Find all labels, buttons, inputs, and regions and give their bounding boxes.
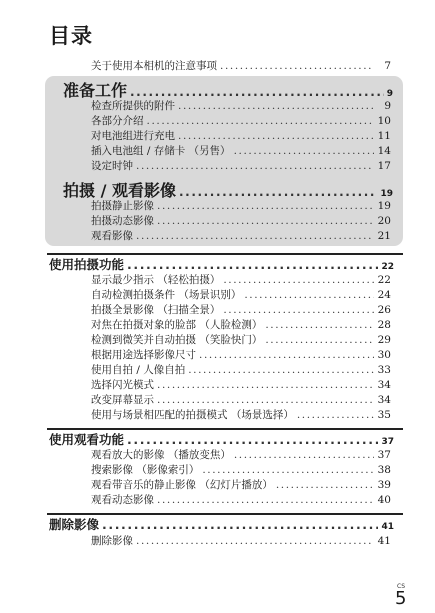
toc-entry[interactable] bbox=[91, 214, 391, 228]
dot-leader bbox=[136, 229, 374, 243]
toc-entry-page: 20 bbox=[377, 215, 391, 227]
toc-entry-page: 21 bbox=[377, 230, 391, 242]
toc-entry-label: 各部分介绍 bbox=[91, 115, 144, 127]
toc-entry[interactable] bbox=[91, 144, 391, 158]
toc-chapter-label: 删除影像 bbox=[49, 517, 100, 532]
toc-entry[interactable] bbox=[91, 393, 391, 407]
chapter-rule bbox=[47, 513, 403, 515]
toc-entry-page: 33 bbox=[377, 364, 391, 376]
toc-chapter-page: 37 bbox=[381, 437, 394, 447]
toc-entry[interactable] bbox=[91, 318, 391, 332]
dot-leader bbox=[244, 288, 374, 302]
toc-entry-label: 观看影像 bbox=[91, 230, 133, 242]
toc-entry-label: 设定时钟 bbox=[91, 160, 133, 172]
dot-leader bbox=[157, 378, 374, 392]
toc-entry-page: 38 bbox=[377, 464, 391, 476]
dot-leader bbox=[157, 393, 374, 407]
dot-leader bbox=[234, 448, 374, 462]
dot-leader bbox=[127, 431, 378, 448]
toc-entry-label: 观看放大的影像 （播放变焦） bbox=[91, 449, 231, 461]
toc-entry-page: 10 bbox=[377, 115, 391, 127]
toc-entry-label: 拍摄全景影像 （扫描全景） bbox=[91, 304, 221, 316]
toc-entry-page: 34 bbox=[377, 394, 391, 406]
dot-leader bbox=[265, 333, 374, 347]
toc-entry-label: 搜索影像 （影像索引） bbox=[91, 464, 200, 476]
dot-leader bbox=[157, 214, 374, 228]
toc-entry-label: 关于使用本相机的注意事项 bbox=[91, 60, 217, 72]
toc-section-page: 9 bbox=[386, 89, 393, 99]
dot-leader bbox=[202, 463, 374, 477]
toc-entry-page: 37 bbox=[377, 449, 391, 461]
chapter-rule bbox=[47, 253, 403, 255]
dot-leader bbox=[147, 114, 375, 128]
toc-entry-page: 30 bbox=[377, 349, 391, 361]
toc-entry-page: 17 bbox=[377, 160, 391, 172]
dot-leader bbox=[157, 493, 374, 507]
toc-entry[interactable] bbox=[91, 448, 391, 462]
toc-entry-page: 22 bbox=[377, 274, 391, 286]
toc-entry-label: 使用与场景相匹配的拍摄模式 （场景选择） bbox=[91, 409, 294, 421]
toc-entry-label: 显示最少指示 （轻松拍摄） bbox=[91, 274, 221, 286]
toc-entry[interactable] bbox=[91, 99, 391, 113]
toc-entry-label: 对电池组进行充电 bbox=[91, 130, 175, 142]
toc-chapter-viewing-functions[interactable] bbox=[49, 431, 394, 448]
toc-entry-label: 观看带音乐的静止影像 （幻灯片播放） bbox=[91, 479, 273, 491]
toc-entry-label: 对焦在拍摄对象的脸部 （人脸检测） bbox=[91, 319, 263, 331]
toc-entry-page: 35 bbox=[377, 409, 391, 421]
toc-entry-page: 29 bbox=[377, 334, 391, 346]
dot-leader bbox=[102, 516, 378, 533]
toc-entry-page: 40 bbox=[377, 494, 391, 506]
dot-leader bbox=[178, 129, 374, 143]
toc-chapter-label: 使用观看功能 bbox=[49, 432, 125, 447]
dot-leader bbox=[199, 348, 374, 362]
toc-entry-label: 使用自拍 / 人像自拍 bbox=[91, 364, 186, 376]
toc-entry[interactable] bbox=[91, 348, 391, 362]
toc-entry-precautions[interactable] bbox=[91, 59, 391, 73]
toc-entry[interactable] bbox=[91, 493, 391, 507]
toc-entry-page: 14 bbox=[377, 145, 391, 157]
chapter-rule bbox=[47, 428, 403, 430]
toc-entry[interactable] bbox=[91, 408, 391, 422]
toc-entry-page: 26 bbox=[377, 304, 391, 316]
toc-entry[interactable] bbox=[91, 114, 391, 128]
dot-leader bbox=[136, 534, 374, 548]
toc-chapter-page: 22 bbox=[381, 262, 394, 272]
toc-entry-page: 7 bbox=[384, 60, 391, 72]
toc-entry[interactable] bbox=[91, 463, 391, 477]
toc-entry-page: 34 bbox=[377, 379, 391, 391]
toc-entry-page: 39 bbox=[377, 479, 391, 491]
toc-entry-label: 拍摄动态影像 bbox=[91, 215, 154, 227]
toc-entry-label: 根据用途选择影像尺寸 bbox=[91, 349, 196, 361]
dot-leader bbox=[265, 318, 374, 332]
toc-entry-label: 插入电池组 / 存储卡 （另售） bbox=[91, 145, 231, 157]
toc-entry-page: 41 bbox=[377, 535, 391, 547]
toc-entry[interactable] bbox=[91, 288, 391, 302]
page-title: 目录 bbox=[49, 24, 93, 48]
dot-leader bbox=[136, 159, 374, 173]
dot-leader bbox=[297, 408, 374, 422]
dot-leader bbox=[223, 273, 374, 287]
toc-section-page: 19 bbox=[380, 189, 393, 199]
toc-entry-label: 检查所提供的附件 bbox=[91, 100, 175, 112]
dot-leader bbox=[188, 363, 374, 377]
page-number: 5 bbox=[395, 588, 407, 609]
toc-entry[interactable] bbox=[91, 478, 391, 492]
toc-entry[interactable] bbox=[91, 303, 391, 317]
dot-leader bbox=[178, 99, 374, 113]
toc-chapter-label: 使用拍摄功能 bbox=[49, 257, 125, 272]
toc-entry[interactable] bbox=[91, 363, 391, 377]
toc-entry-page: 9 bbox=[384, 100, 391, 112]
toc-entry-label: 拍摄静止影像 bbox=[91, 200, 154, 212]
toc-entry-page: 19 bbox=[377, 200, 391, 212]
toc-chapter-page: 41 bbox=[381, 522, 394, 532]
toc-entry-page: 24 bbox=[377, 289, 391, 301]
toc-entry-label: 自动检测拍摄条件 （场景识别） bbox=[91, 289, 242, 301]
toc-entry[interactable] bbox=[91, 273, 391, 287]
toc-entry[interactable] bbox=[91, 534, 391, 548]
language-code: CS bbox=[397, 583, 405, 590]
toc-entry-page: 28 bbox=[377, 319, 391, 331]
toc-entry-label: 检测到微笑并自动拍摄 （笑脸快门） bbox=[91, 334, 263, 346]
toc-entry[interactable] bbox=[91, 333, 391, 347]
toc-section-label: 拍摄 / 观看影像 bbox=[63, 181, 176, 200]
dot-leader bbox=[234, 144, 374, 158]
dot-leader bbox=[220, 59, 374, 73]
toc-entry[interactable] bbox=[91, 199, 391, 213]
toc-entry-page: 11 bbox=[377, 130, 391, 142]
toc-entry[interactable] bbox=[91, 129, 391, 143]
toc-chapter-deleting-images[interactable] bbox=[49, 516, 394, 533]
toc-entry-label: 改变屏幕显示 bbox=[91, 394, 154, 406]
toc-entry-label: 观看动态影像 bbox=[91, 494, 154, 506]
dot-leader bbox=[223, 303, 374, 317]
toc-section-label: 准备工作 bbox=[63, 81, 128, 100]
dot-leader bbox=[127, 256, 378, 273]
dot-leader bbox=[276, 478, 374, 492]
dot-leader bbox=[157, 199, 374, 213]
toc-entry-label: 删除影像 bbox=[91, 535, 133, 547]
toc-entry[interactable] bbox=[91, 229, 391, 243]
toc-entry[interactable] bbox=[91, 378, 391, 392]
toc-chapter-shooting-functions[interactable] bbox=[49, 256, 394, 273]
toc-entry[interactable] bbox=[91, 159, 391, 173]
toc-entry-label: 选择闪光模式 bbox=[91, 379, 154, 391]
